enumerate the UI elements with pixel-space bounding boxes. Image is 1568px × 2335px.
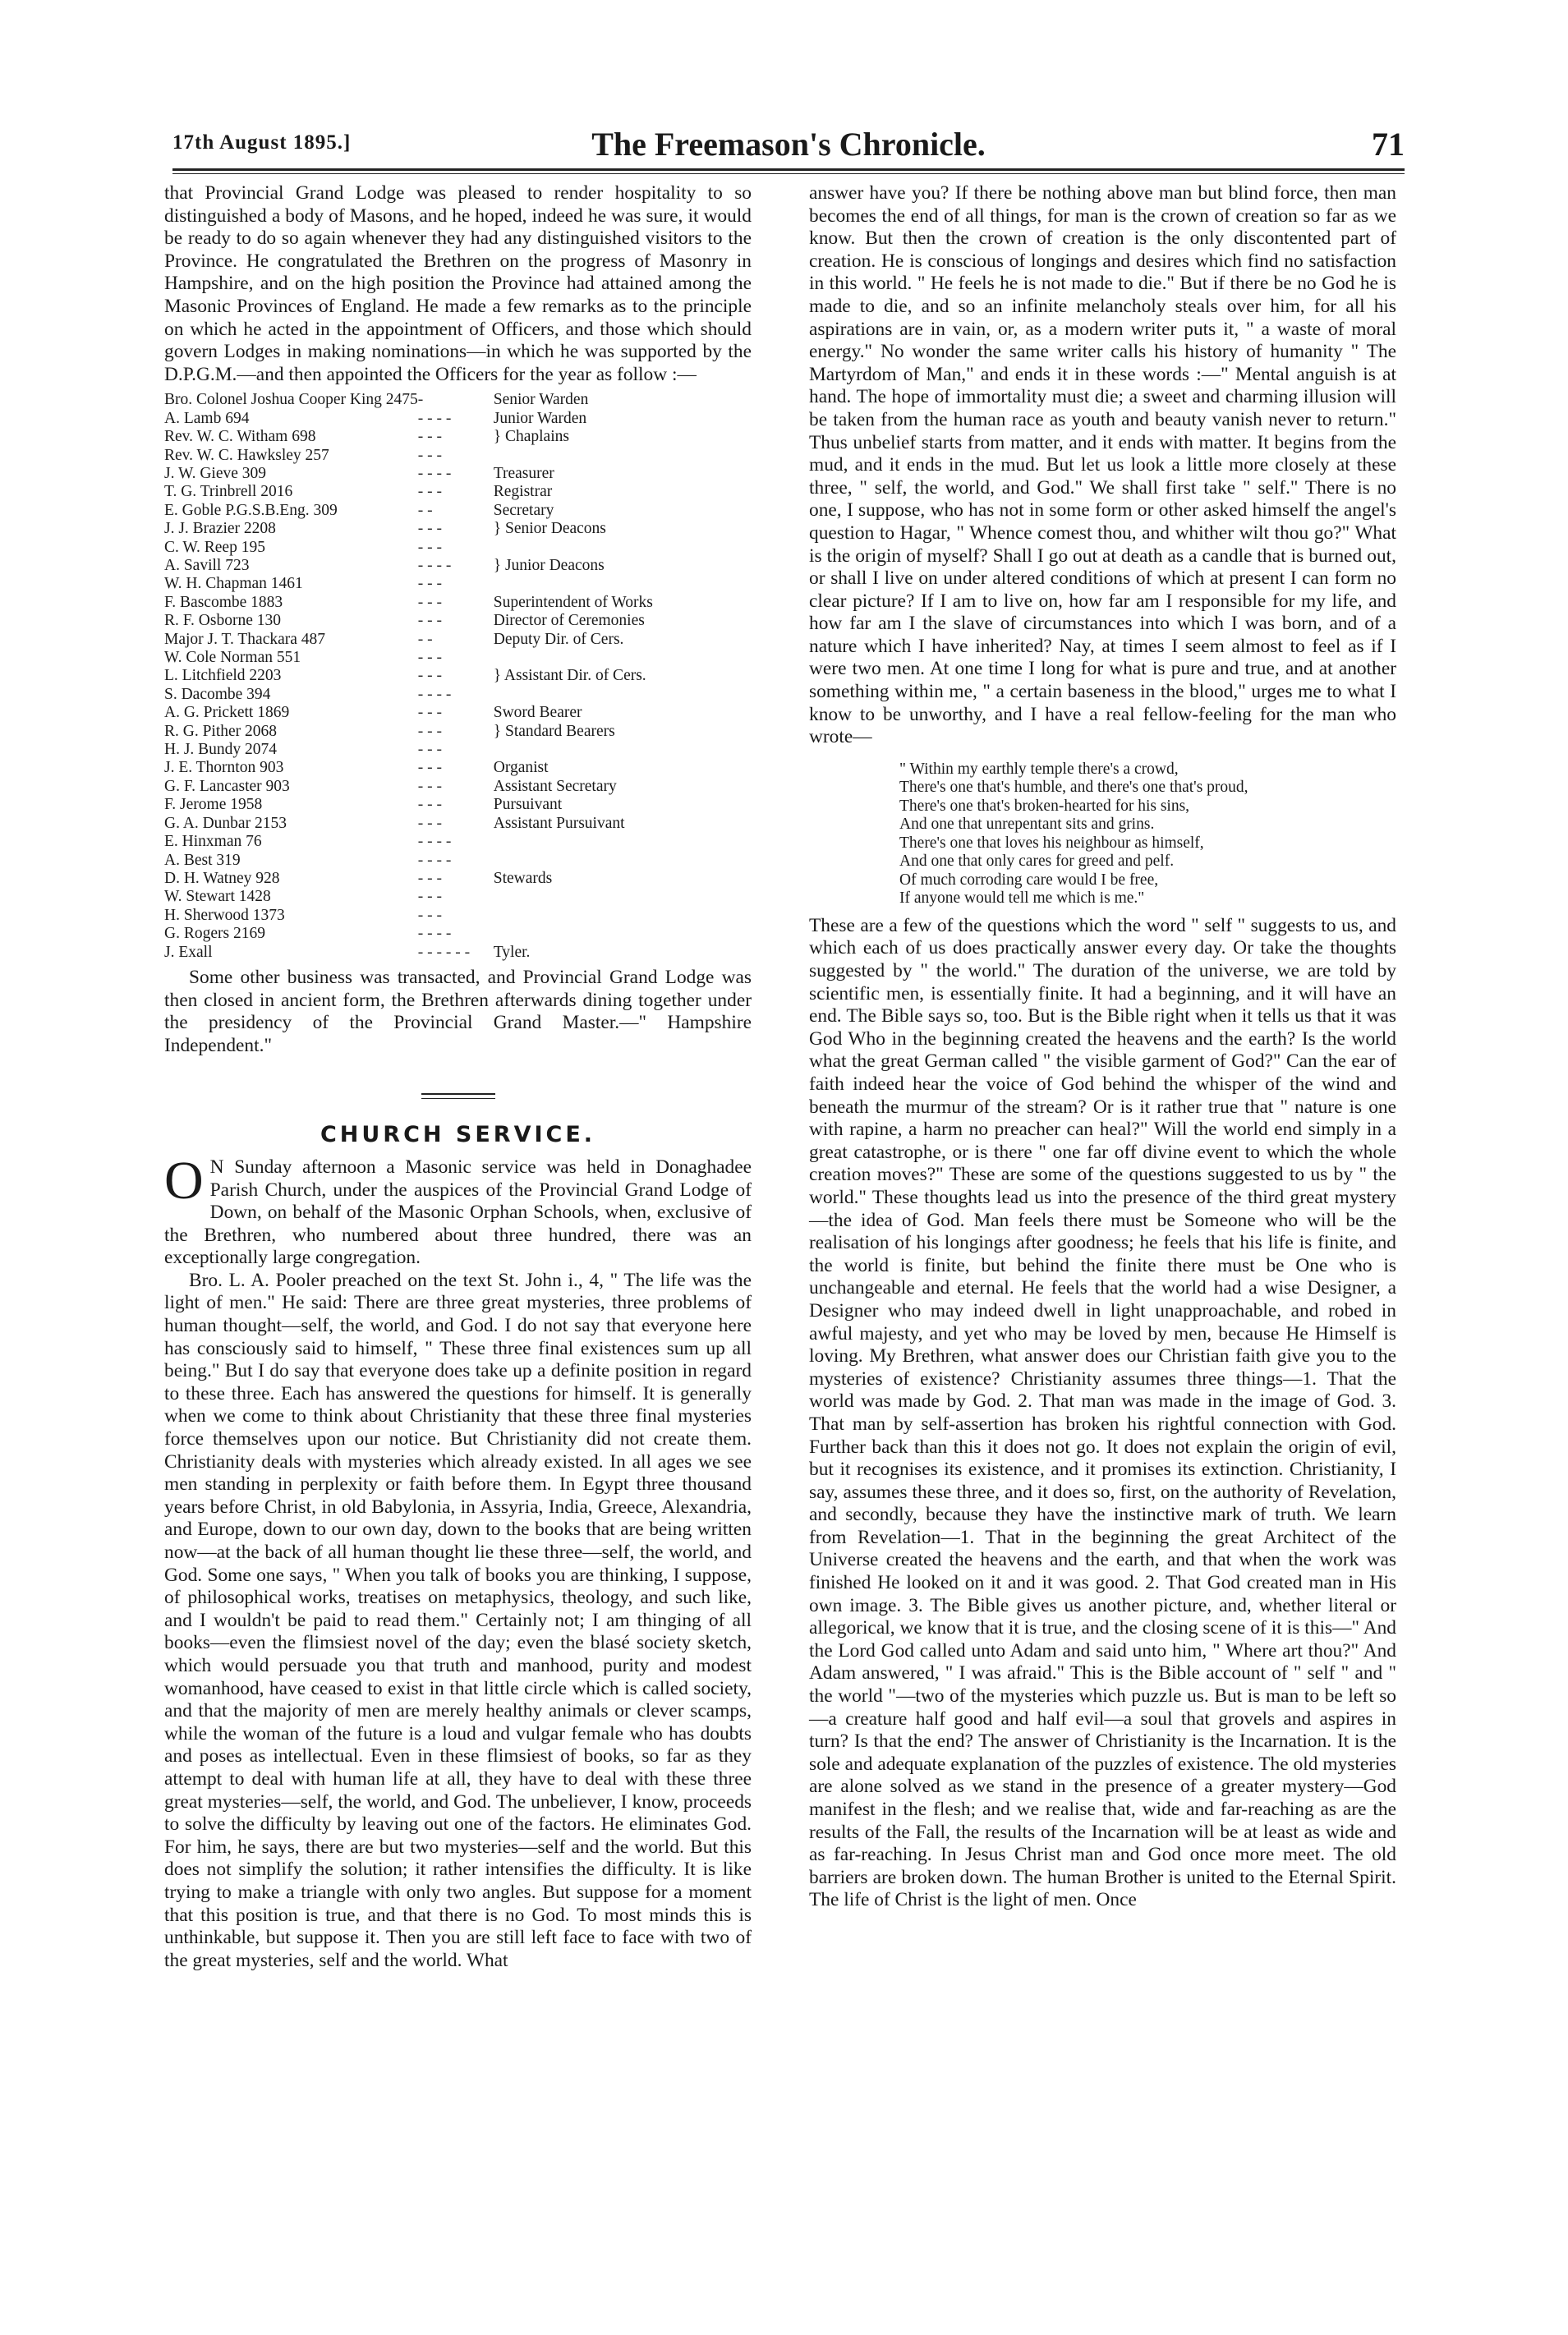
- officer-role: Director of Ceremonies: [493, 612, 645, 630]
- officer-role: Senior Warden: [493, 391, 589, 409]
- officer-row: [164, 612, 752, 630]
- leader-dashes: -: [417, 391, 424, 409]
- section-divider: [421, 1093, 495, 1095]
- officer-row: [164, 502, 752, 520]
- officer-role: [484, 741, 752, 759]
- section-heading: CHURCH SERVICE.: [320, 1122, 596, 1148]
- officer-role: Sword Bearer: [493, 704, 582, 722]
- page-number: 71: [1372, 126, 1405, 163]
- officer-row: [164, 796, 752, 814]
- poem-line: There's one that's broken-hearted for his sins,: [899, 797, 1190, 815]
- article-intro: that Provincial Grand Lodge was pleased to render hospitality to so distinguished a body of Masons, and he hoped, indeed he was sure, it would be ready to do so again whenever they had any distinguished visitors to the Province. He congratulated the Brethren on the progress of Masonry in Hampshire, and on the high position the Province had attained among the Masonic Provinces of England. He made a few remarks as to the principle on which he acted in the appointment of Officers, and those which should govern Lodges in making nominations—in which he was supported by the D.P.G.M.—and then appointed the Officers for the year as follow :—: [164, 182, 752, 385]
- officer-role: Treasurer: [493, 464, 554, 482]
- article-outro: Some other business was transacted, and Provincial Grand Lodge was then closed in ancient form, the Brethren afterwards dining together under the presidency of the Provincial Grand Master.—" Hampshire Independent.": [164, 966, 752, 1056]
- leader-dashes: - - -: [417, 649, 442, 667]
- leader-dashes: - - -: [417, 446, 442, 464]
- officer-name: W. Cole Norman 551: [164, 649, 301, 667]
- leader-dashes: - - - -: [417, 409, 452, 427]
- officer-role: Junior Warden: [493, 409, 587, 427]
- officer-row: [164, 520, 752, 538]
- leader-dashes: - - -: [417, 759, 442, 777]
- officer-row: [164, 723, 752, 741]
- officer-role: [484, 925, 752, 943]
- officer-row: [164, 428, 752, 446]
- officer-role: [484, 447, 752, 465]
- officer-role: Pursuivant: [493, 796, 563, 814]
- leader-dashes: - - -: [417, 777, 442, 795]
- leader-dashes: - - -: [417, 483, 442, 501]
- officer-name: A. Lamb 694: [164, 409, 250, 427]
- officer-row: [164, 391, 752, 409]
- officer-name: D. H. Watney 928: [164, 869, 280, 887]
- officer-name: E. Goble P.G.S.B.Eng. 309: [164, 501, 338, 519]
- officer-role: Secretary: [493, 501, 554, 519]
- leader-dashes: - - -: [417, 888, 442, 906]
- officer-role: [484, 649, 752, 667]
- officer-row: [164, 907, 752, 925]
- leader-dashes: - -: [417, 501, 433, 519]
- officer-row: [164, 539, 752, 557]
- officer-name: R. F. Osborne 130: [164, 612, 281, 630]
- poem-line: " Within my earthly temple there's a crowd,: [899, 760, 1179, 778]
- header-rule-thin: [172, 173, 1405, 174]
- leader-dashes: - - -: [417, 520, 442, 538]
- officer-row: [164, 483, 752, 501]
- church-paragraph-1: [164, 1150, 752, 1270]
- officer-role: } Assistant Dir. of Cers.: [493, 667, 646, 685]
- officer-role: [484, 575, 752, 593]
- poem-line: And one that unrepentant sits and grins.: [899, 816, 1155, 834]
- officer-row: [164, 778, 752, 796]
- leader-dashes: - - -: [417, 814, 442, 832]
- officer-row: [164, 465, 752, 483]
- officer-role: Stewards: [493, 869, 553, 887]
- officer-row: [164, 833, 752, 851]
- officer-role: [484, 833, 752, 851]
- church-paragraph-2: Bro. L. A. Pooler preached on the text St. John i., 4, " The life was the light of men." He said: There are three great mysteries, three problems of human thought—self, the world, and God. I do not say that everyone here has consciously said to himself, " These three final existences sum up all being." But I do say that everyone does take up a definite position in regard to these three. Each has answered the questions for himself. It is generally when we come to think about Christianity that these three final mysteries force themselves upon our notice. But Christianity did not create them. Christianity deals with mysteries which already existed. In all ages we see men standing in perplexity or faith before them. In Egypt three thousand years before Christ, in old Babylonia, in Assyria, India, Greece, Alexandria, and Europe, down to our own day, down to the books that are being written now—at the back of all human thought lie these three—self, the world, and God. Some one says, " When you talk of books you are thinking, I suppose, of philosophical works, treatises on metaphysics, theology, and such like, and I wouldn't be paid to read them." Certainly not; I am thinging of all books—even the flimsiest novel of the day; even the blasé society sketch, which would persuade you that truth and manhood, purity and modest womanhood, have ceased to exist in that little circle which is called society, and that the majority of men are merely healthy animals or clever scamps, while the woman of the future is a loud and vulgar female who has doubts and poses as intellectual. Even in these flimsiest of books, so far as they attempt to deal with human life at all, they have to deal with these three great mysteries—self, the world, and God. The unbeliever, I know, proceeds to solve the difficulty by leaving out one of the factors. He eliminates God. For him, he says, there are but two mysteries—self and the world. But this does not simplify the solution; it rather intensifies the difficulty. It is like trying to make a triangle with only two angles. But suppose for a moment that this position is true, and that there is no God. To most minds this is unthinkable, but suppose it. Then you are still left face to face with two of the great mysteries, self and the world. What: [164, 1269, 752, 1971]
- officer-name: J. Exall: [164, 943, 213, 961]
- officer-name: H. J. Bundy 2074: [164, 741, 278, 759]
- officer-name: J. W. Gieve 309: [164, 464, 267, 482]
- officer-row: [164, 594, 752, 612]
- officer-row: [164, 631, 752, 649]
- leader-dashes: - - -: [417, 538, 442, 556]
- officer-row: [164, 870, 752, 888]
- officer-name: E. Hinxman 76: [164, 833, 262, 851]
- leader-dashes: - - -: [417, 612, 442, 630]
- officer-role: [484, 686, 752, 704]
- officer-row: [164, 944, 752, 962]
- officer-role: } Chaplains: [493, 428, 569, 446]
- officer-name: R. G. Pither 2068: [164, 722, 278, 740]
- leader-dashes: - - - -: [417, 925, 452, 943]
- officer-row: [164, 815, 752, 833]
- officer-role: } Senior Deacons: [493, 520, 606, 538]
- officer-row: [164, 667, 752, 685]
- officer-name: H. Sherwood 1373: [164, 906, 285, 924]
- officer-name: S. Dacombe 394: [164, 685, 271, 703]
- leader-dashes: - - - - - -: [417, 943, 471, 961]
- officer-role: [484, 539, 752, 557]
- leader-dashes: - - - -: [417, 833, 452, 851]
- officer-name: C. W. Reep 195: [164, 538, 265, 556]
- sermon-paragraph-1: answer have you? If there be nothing above man but blind force, then man becomes the end of all things, for man is the crown of creation so far as we know. But then the crown of creation is the only discontented part of creation. He is conscious of longings and desires which find no satisfaction in this world. " He feels he is not made to die." But if there be no God he is made to die, and so an infinite melancholy steals over him, for all his aspirations are in vain, or, as a modern writer puts it, " a waste of moral energy." No wonder the same writer calls his history of humanity " The Martyrdom of Man," and ends it in these words :—" Mental anguish is at hand. The hope of immortality must die; a sweet and charming illusion will be taken from the human race as youth and beauty vanish never to return." Thus unbelief starts from matter, and it ends with matter. It begins from the mud, and it ends in the mud. But let us look a little more closely at these three, " self, the world, and God." We shall first take " self." There is no one, I suppose, who has not in some form or other asked himself the angel's question to Hagar, " Whence comest thou, and whither wilt thou go?" What is the origin of myself? Shall I go out at death as a candle that is burned out, or shall I live on under altered conditions of which at present I can form no clear picture? If I am to live on, how far am I responsible for my life, and how far am I the slave of circumstances into which I was born, and of a nature which I have inherited? Nay, at times I seem almost to feel as if I were two men. At one time I long for what is pure and true, and at another something within me, " a certain baseness in the blood," urges me to what I know to be unworthy, and I have a real fellow-feeling for the man who wrote—: [809, 182, 1396, 748]
- officer-row: [164, 686, 752, 704]
- poem-quote: [899, 761, 1396, 908]
- officer-name: W. H. Chapman 1461: [164, 575, 303, 593]
- officer-role: Assistant Secretary: [493, 777, 617, 795]
- officer-row: [164, 557, 752, 575]
- leader-dashes: - - -: [417, 575, 442, 593]
- officer-row: [164, 704, 752, 722]
- leader-dashes: - - -: [417, 869, 442, 887]
- leader-dashes: - - -: [417, 704, 442, 722]
- officer-role: Superintendent of Works: [493, 593, 653, 611]
- officer-name: F. Jerome 1958: [164, 796, 263, 814]
- officer-role: Tyler.: [493, 943, 531, 961]
- officer-row: [164, 852, 752, 870]
- officer-role: [484, 888, 752, 906]
- leader-dashes: - - -: [417, 428, 442, 446]
- leader-dashes: - - -: [417, 796, 442, 814]
- right-column: [809, 182, 1396, 1912]
- left-column: [164, 182, 752, 1972]
- leader-dashes: - - -: [417, 906, 442, 924]
- officer-role: Deputy Dir. of Cers.: [493, 630, 624, 648]
- officer-row: [164, 447, 752, 465]
- officer-role: Registrar: [493, 483, 553, 501]
- officer-name: G. F. Lancaster 903: [164, 777, 290, 795]
- officer-role: [484, 852, 752, 870]
- officer-name: Rev. W. C. Hawksley 257: [164, 446, 329, 464]
- section-divider-thin: [421, 1098, 495, 1099]
- leader-dashes: - - - -: [417, 557, 452, 574]
- officer-row: [164, 888, 752, 906]
- officer-name: G. A. Dunbar 2153: [164, 814, 287, 832]
- officer-name: J. E. Thornton 903: [164, 759, 284, 777]
- officer-name: G. Rogers 2169: [164, 925, 265, 943]
- officers-table: [164, 391, 752, 962]
- officer-row: [164, 649, 752, 667]
- officer-name: L. Litchfield 2203: [164, 667, 282, 685]
- officer-name: Bro. Colonel Joshua Cooper King 2475: [164, 391, 418, 409]
- officer-name: A. G. Prickett 1869: [164, 704, 290, 722]
- officer-role: Assistant Pursuivant: [493, 814, 625, 832]
- officer-role: } Junior Deacons: [493, 557, 605, 574]
- poem-line: Of much corroding care would I be free,: [899, 871, 1159, 889]
- poem-line: There's one that's humble, and there's one that's proud,: [899, 779, 1248, 797]
- publication-title: The Freemason's Chronicle.: [591, 126, 986, 163]
- officer-name: A. Best 319: [164, 851, 241, 869]
- issue-date: 17th August 1895.]: [172, 131, 352, 154]
- officer-name: Rev. W. C. Witham 698: [164, 428, 316, 446]
- drop-cap: O: [164, 1150, 204, 1211]
- leader-dashes: - -: [417, 630, 433, 648]
- officer-role: } Standard Bearers: [493, 722, 615, 740]
- officer-role: [484, 907, 752, 925]
- leader-dashes: - - -: [417, 667, 442, 685]
- leader-dashes: - - -: [417, 722, 442, 740]
- poem-line: And one that only cares for greed and pelf.: [899, 853, 1175, 871]
- officer-name: W. Stewart 1428: [164, 888, 271, 906]
- officer-row: [164, 575, 752, 593]
- officer-name: J. J. Brazier 2208: [164, 520, 276, 538]
- officer-row: [164, 759, 752, 777]
- church-paragraph-1-text: N Sunday afternoon a Masonic service was held in Donaghadee Parish Church, under the auspices of the Provincial Grand Lodge of Down, on behalf of the Masonic Orphan Schools, when, exclusive of the Brethren, who numbered about three hundred, there was an exceptionally large congregation.: [164, 1156, 752, 1269]
- officer-name: F. Bascombe 1883: [164, 593, 283, 611]
- masthead: [172, 123, 1405, 169]
- officer-row: [164, 410, 752, 428]
- officer-name: T. G. Trinbrell 2016: [164, 483, 293, 501]
- leader-dashes: - - - -: [417, 464, 452, 482]
- officer-row: [164, 925, 752, 943]
- leader-dashes: - - -: [417, 741, 442, 759]
- poem-line: There's one that loves his neighbour as himself,: [899, 834, 1204, 852]
- sermon-paragraph-2: These are a few of the questions which the word " self " suggests to us, and which each of us does practically answer every day. Or take the thoughts suggested by " the world." The duration of the universe, we are told by scientific men, is essentially finite. It had a beginning, and it will have an end. The Bible says so, too. But is the Bible right when it tells us that it was God Who in the beginning created the heavens and the earth? Is the world what the great German called " the visible garment of God?" Can the ear of faith indeed hear the voice of God behind the whisper of the wind and beneath the murmur of the stream? Or is it rather true that " nature is one with rapine, a harm no preacher can heal?" Will the world end simply in a great catastrophe, or is there " one far off divine event to which the whole creation moves?" These are some of the questions suggested to us by " the world." These thoughts lead us into the presence of the third great mystery—the idea of God. Man feels there must be Someone who will be the realisation of his longings after goodness; he feels that his life is finite, and the world is finite, but behind the finite there must be One who is unchangeable and eternal. He feels that the world had a wise Designer, a Designer who may indeed dwell in light unapproachable, and robed in awful majesty, and yet who may be loved by men, because He Himself is loving. My Brethren, what answer does our Christian faith give you to the mysteries of existence? Christianity assumes three things—1. That the world was made by God. 2. That man was made in the image of God. 3. That man by self-assertion has broken his rightful connection with God. Further back than this it does not go. It does not explain the origin of evil, but it recognises its existence, and it promises its extinction. Christianity, I say, assumes these three, and it does so, first, on the authority of Revelation, and secondly, because they have the instinctive mark of truth. We learn from Revelation—1. That in the beginning the great Architect of the Universe created the heavens and the earth, and that when the work was finished He looked on it and it was good. 2. That God created man in His own image. 3. The Bible gives us another picture, and, whether literal or allegorical, we know that it is true, and the closing scene of it is this—" And the Lord God called unto Adam and said unto him, " Where art thou?" And Adam answered, " I was afraid." This is the Bible account of " self " and " the world "—two of the mysteries which puzzle us. But is man to be left so—a creature half good and half evil—a soul that grovels and aspires in turn? Is that the end? The answer of Christianity is the Incarnation. It is the sole and adequate explanation of the puzzles of existence. The old mysteries are alone solved as we stand in the presence of a greater mystery—God manifest in the flesh; and we realise that, wide and far-reaching as are the results of the Fall, the results of the Incarnation will be at least as wide and as far-reaching. In Jesus Christ man and God once more meet. The old barriers are broken down. The human Brother is united to the Eternal Spirit. The life of Christ is the light of men. Once: [809, 914, 1396, 1911]
- poem-line: If anyone would tell me which is me.": [899, 889, 1145, 908]
- leader-dashes: - - - -: [417, 851, 452, 869]
- leader-dashes: - - -: [417, 593, 442, 611]
- officer-name: Major J. T. Thackara 487: [164, 630, 326, 648]
- leader-dashes: - - - -: [417, 685, 452, 703]
- officer-row: [164, 741, 752, 759]
- officer-name: A. Savill 723: [164, 557, 250, 574]
- officer-role: Organist: [493, 759, 549, 777]
- header-rule: [172, 168, 1405, 171]
